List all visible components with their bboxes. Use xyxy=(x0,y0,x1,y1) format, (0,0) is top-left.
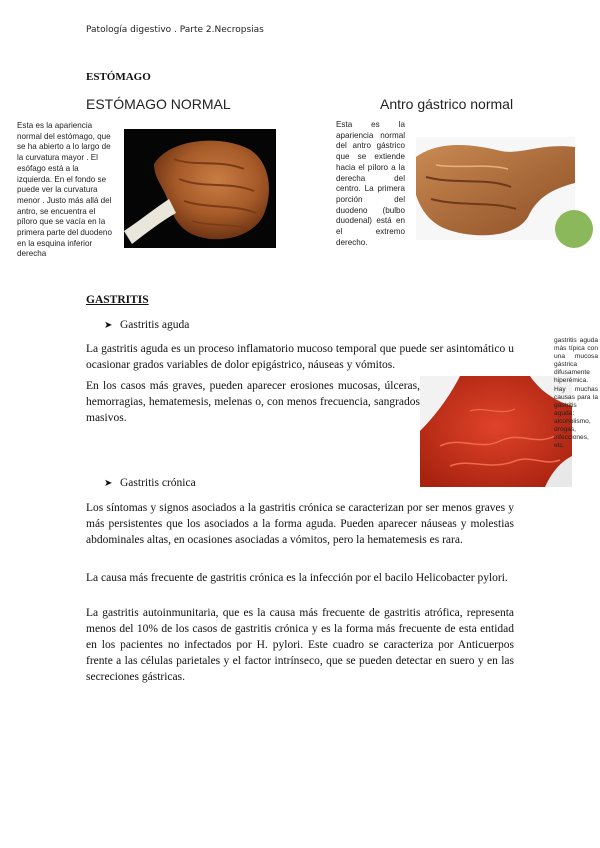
gastric-antrum-photo xyxy=(416,137,575,240)
paragraph-cronica-1: Los síntomas y signos asociados a la gastritis crónica se caracterizan por ser menos graves y más persistentes que los asociados a la forma aguda. Pueden aparecer náuseas y molestias abdominales altas, en ocasiones asociadas a vómitos, pero la hematemesis es rara. xyxy=(86,502,514,546)
arrow-bullet-icon: ➤ xyxy=(104,478,113,489)
arrow-bullet-icon: ➤ xyxy=(104,320,113,331)
paragraph-cronica-2: La causa más frecuente de gastritis crónica es la infección por el bacilo Helicobacter pylori. xyxy=(86,572,508,584)
figure-right-caption: Esta es la apariencia normal del antro gástrico que se extiende hacia el píloro a la derecha del centro. La primera porción del duodeno (bulbo duodenal) está en el extremo derecho. xyxy=(336,120,405,247)
page-header: Patología digestivo . Parte 2.Necropsias xyxy=(86,25,264,35)
paragraph-aguda-1: La gastritis aguda es un proceso inflamatorio mucoso temporal que puede ser asintomático u ocasionar grados variables de dolor epigástrico, náuseas y vómitos. xyxy=(86,343,514,371)
acute-gastritis-side-note: gastritis aguda más típica con una mucosa gástrica difusamente hiperémica. Hay muchas causas para la gastritis aguda: alcoholismo, drogas, infecciones, etc. xyxy=(554,337,598,450)
section-title: ESTÓMAGO xyxy=(86,71,151,83)
bullet-label: Gastritis crónica xyxy=(120,477,196,489)
gastritis-title: GASTRITIS xyxy=(86,294,149,306)
paragraph-aguda-2: En los casos más graves, pueden aparecer erosiones mucosas, úlceras, hemorragias, hematemesis, melenas o, con menos frecuencia, sangrados masivos. xyxy=(86,380,420,424)
figure-left-title: ESTÓMAGO NORMAL xyxy=(86,96,231,112)
bullet-label: Gastritis aguda xyxy=(120,319,190,331)
figure-right-title: Antro gástrico normal xyxy=(380,96,514,112)
figure-left-caption: Esta es la apariencia normal del estómago, que se ha abierto a lo largo de la curvatura mayor . El esófago está a la izquierda. En el fondo se puede ver la curvatura menor . Justo más allá del antro, se encuentra el píloro que se vacía en la primera parte del duodeno en la esquina inferior derecha xyxy=(17,121,112,259)
normal-stomach-photo xyxy=(124,129,276,248)
acute-gastritis-photo xyxy=(420,376,572,487)
bullet-gastritis-aguda xyxy=(104,319,189,331)
decorative-green-circle xyxy=(555,210,593,248)
paragraph-cronica-3: La gastritis autoinmunitaria, que es la causa más frecuente de gastritis atrófica, representa menos del 10% de los casos de gastritis crónica y es la forma más frecuente de esta entidad en los pacientes no infectados por H. pylori. Este cuadro se caracteriza por Anticuerpos frente a las células parietales y el factor intrínseco, que se pueden detectar en suero y en las secreciones gástricas. xyxy=(86,607,514,683)
bullet-gastritis-cronica xyxy=(104,477,196,489)
